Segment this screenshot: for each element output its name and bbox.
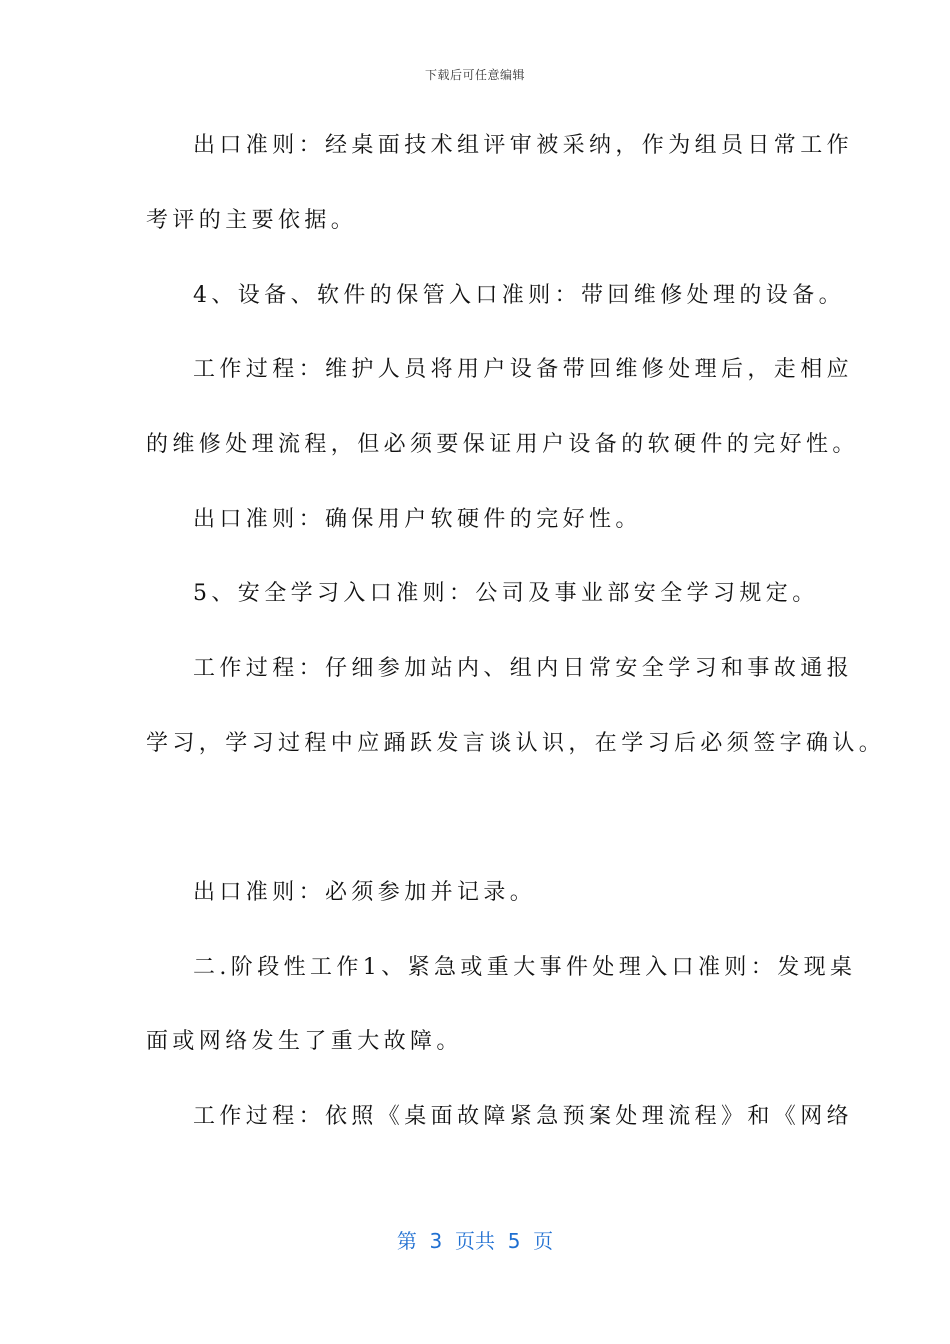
body-line: 5、安全学习入口准则：公司及事业部安全学习规定。 [193,581,819,606]
body-line: 面或网络发生了重大故障。 [146,1029,463,1054]
body-line: 出口准则：确保用户软硬件的完好性。 [193,507,642,532]
page-number-footer: 第 3 页共 5 页 [396,1229,554,1253]
body-line: 出口准则：必须参加并记录。 [193,880,537,905]
body-line: 二.阶段性工作1、紧急或重大事件处理入口准则：发现桌 [193,955,857,980]
body-line: 的维修处理流程，但必须要保证用户设备的软硬件的完好性。 [146,432,859,457]
header-note: 下载后可任意编辑 [424,68,525,82]
body-line: 学习，学习过程中应踊跃发言谈认识，在学习后必须签字确认。 [146,731,886,756]
body-line: 工作过程：仔细参加站内、组内日常安全学习和事故通报 [193,656,854,681]
body-line: 4、设备、软件的保管入口准则：带回维修处理的设备。 [193,283,845,308]
body-line: 工作过程：维护人员将用户设备带回维修处理后，走相应 [193,357,854,382]
body-line: 出口准则：经桌面技术组评审被采纳，作为组员日常工作 [193,133,854,158]
body-line: 工作过程：依照《桌面故障紧急预案处理流程》和《网络 [193,1104,854,1129]
body-line: 考评的主要依据。 [146,208,358,233]
